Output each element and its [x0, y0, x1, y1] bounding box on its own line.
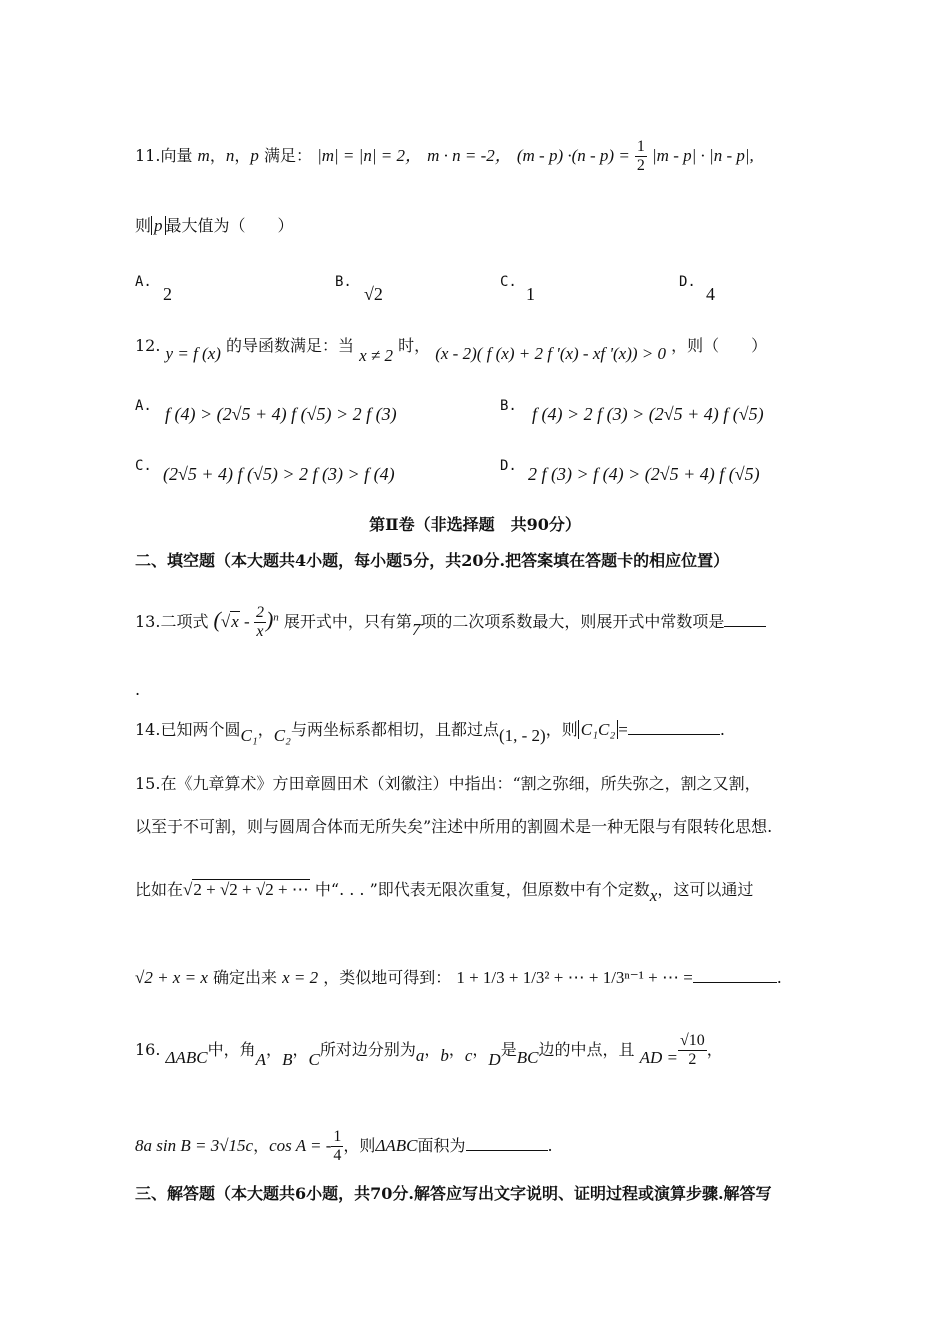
answer-blank[interactable]: [466, 1150, 548, 1151]
answer-blank[interactable]: [628, 734, 720, 735]
q15-line3: 比如在√2 + √2 + √2 + ⋯ 中“. . . ”即代表无限次重复，但原数中有个定数x，这可以通过: [135, 880, 754, 905]
q14-line: 14.已知两个圆C₁，C₂与两坐标系都相切，且都过点(1, - 2)，则 C₁C₂ = .: [135, 720, 725, 745]
section2-heading: 二、填空题（本大题共4小题，每小题5分，共20分.把答案填在答题卡的相应位置）: [135, 551, 730, 570]
q16-line1: 16. ΔABC中，角A，B，C所对边分别为a，b，c，D是BC边的中点，且 AD = $\frac{√10}{2}$ ，: [135, 1032, 723, 1069]
q11-line2: 则 p 最大值为（ ）: [135, 216, 294, 235]
q15-line1: 15.在《九章算术》方田章圆田术（刘徽注）中指出：“割之弥细，所失弥之，割之又割，: [135, 774, 761, 793]
q13-period: .: [135, 680, 141, 699]
fraction-half: $\frac{1}{2}$: [636, 138, 645, 174]
q15-line4: √2 + x = x 确定出来 x = 2 ，类似地可得到： 1 + 1/3 + 1/3² + ⋯ + 1/3ⁿ⁻¹ + ⋯ = .: [135, 968, 782, 987]
answer-blank[interactable]: [724, 626, 766, 627]
exam-page: 11.向量 m，n，p 满足： |m| = |n| = 2， m · n = -2， (m - p) ·(n - p) = $\frac{1}{2}$ |m - p| · |n - p|, 则 p 最大值为（ ） A. 2 B. √2 C. 1 D. 4 12. y = f (x) 的导函数满足：当 x ≠ 2 时， (x - 2)( f (x) + 2 f '(x) - xf '(x)) > 0 ，则（ ） A. f (4) > (2√5 + 4) f (√5) > 2 f (3) B. f (4) > 2 f (3) > (2√5 + 4) f (√5) C. (2√5 + 4) f (√5) > 2 f (3) > f (4) D. 2 f (3) > f (4) > (2√5 + 4) f (√5) 第Ⅱ卷（非选择题 共90分） 二、填空题（本大题共4小题，每小题5分，共20分.把答案填在答题卡的相应位置） 13.二项式 (√x - $\frac{2}{x}$ )$^n$ 展开式中，只有第7项的二次项系数最大，则展开式中常数项是 . 14.已知两个圆C₁，C₂与两坐标系都相切，且都过点(1, - 2)，则 C₁C₂ = . 15.在《九章算术》方田章圆田术（刘徽注）中指出：“割之弥细，所失弥之，割之又割， 以至于不可割，则与圆周合体而无所失矣”注述中所用的割圆术是一种无限与有限转化思想. 比如在√2 + √2 + √2 + ⋯ 中“. . . ”即代表无限次重复，但原数中有个定数x，这可以通过 √2 + x = x 确定出来 x = 2 ，类似地可得到： 1 + 1/3 + 1/3² + ⋯ + 1/3ⁿ⁻¹ + ⋯ = . 16. ΔABC中，角A，B，C所对边分别为a，b，c，D是BC边的中点，且 AD = $\frac{√10}{2}$ ， 8a sin B = 3√15c，cos A = - $\frac{1}{4}$ ，则ΔABC面积为 . 三、解答题（本大题共6小题，共70分.解答应写出文字说明、证明过程或演算步骤.解答写: [0, 0, 950, 1344]
section2-title: 第Ⅱ卷（非选择题 共90分）: [369, 515, 581, 534]
section3-heading: 三、解答题（本大题共6小题，共70分.解答应写出文字说明、证明过程或演算步骤.解答写: [135, 1184, 772, 1203]
q11-line1: 11.向量 m，n，p 满足： |m| = |n| = 2， m · n = -2， (m - p) ·(n - p) = $\frac{1}{2}$ |m - p| · |n - p|,: [135, 138, 754, 174]
q13-line: 13.二项式 (√x - $\frac{2}{x}$ )$^n$ 展开式中，只有第7项的二次项系数最大，则展开式中常数项是: [135, 604, 766, 641]
q16-line2: 8a sin B = 3√15c，cos A = - $\frac{1}{4}$ ，则ΔABC面积为 .: [135, 1128, 553, 1164]
q12-line: 12. y = f (x) 的导函数满足：当 x ≠ 2 时， (x - 2)( f (x) + 2 f '(x) - xf '(x)) > 0 ，则（ ）: [135, 336, 768, 365]
answer-blank[interactable]: [693, 982, 777, 983]
q15-line2: 以至于不可割，则与圆周合体而无所失矣”注述中所用的割圆术是一种无限与有限转化思想.: [135, 817, 773, 836]
